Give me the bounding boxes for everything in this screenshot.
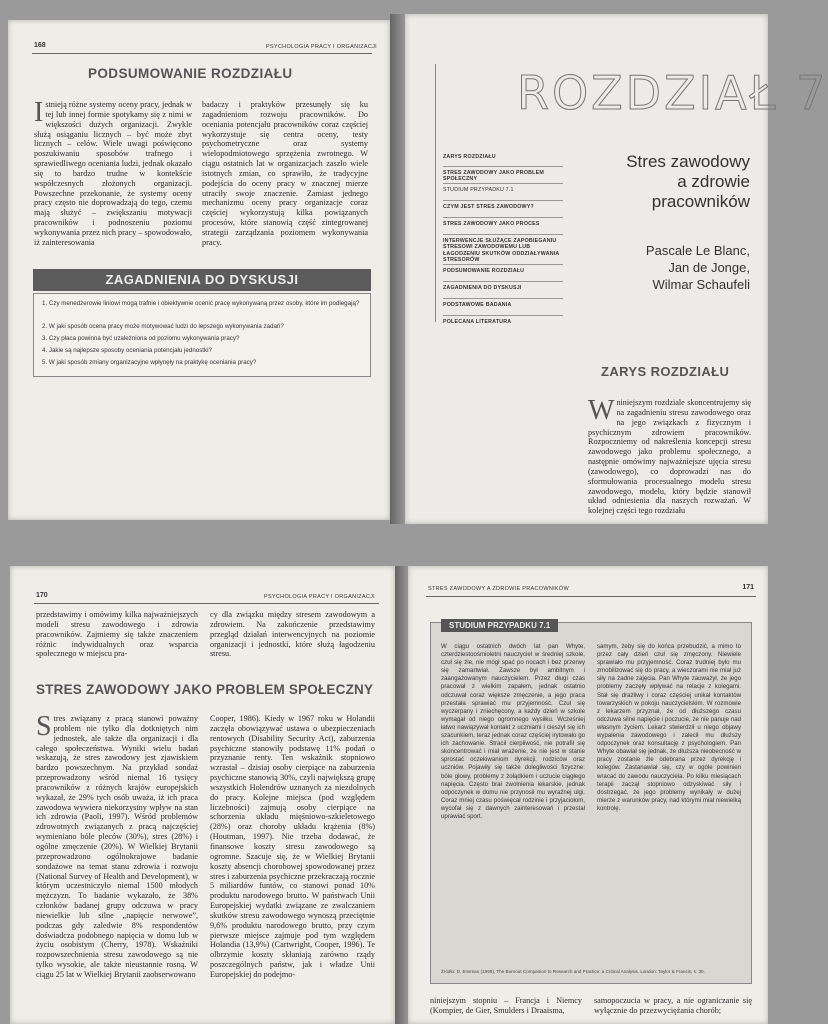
chapter-label: ROZDZIAŁ 7: [517, 66, 828, 120]
drop-cap: S: [36, 711, 52, 742]
question-item: 4. Jakie są najlepsze sposoby oceniania potencjału jednostki?: [42, 347, 212, 354]
case-study-box: [430, 622, 752, 984]
summary-text-1: stnieją różne systemy oceny pracy, jednak w tej lub innej formie spotykamy się z nimi w większości dużych organizacji. Zwykle służą osiąganiu licznych – być może zbyt licznych – celów. Wiele uwagi poświęcono poszukiwaniu sposobów trafnego i sprawiedliwego oceniania ludzi, jednak okazało się to bardzo trudne w kontekście współczesnych złożonych organizacji. Powszechne przekonanie, że systemy oceny pracy często nie doprowadzają do tego, czemu mają służyć – zwiększaniu motywacji pracowników i podnoszeniu poziomu wykonywania przez nich pracy – spowodowało, iż zainteresowania: [34, 100, 192, 247]
header-rule: [426, 596, 756, 597]
body-text-1: tres związany z pracą stanowi poważny problem nie tylko dla dotkniętych nim jednostek, ale także dla organizacji i dla całego społeczeństwa. Wyniki wielu badań wskazują, że stres zawodowy jest zjawiskiem bardzo powszechnym. Na przykład sondaż przeprowadzony wśród niemal 16 tysięcy pracowników z różnych krajów europejskich wykazał, że 29% tych osób uważa, iż ich praca zawodowa wywiera niekorzystny wpływ na stan ich zdrowia (Paoli, 1997). Wśród problemów zdrowotnych związanych z pracą najczęściej wymieniano bóle pleców (30%), stres (28%) i ogólne zmęczenie (20%). W Wielkiej Brytanii przeprowadzono ogólnokrajowe badanie sondażowe na temat stanu zdrowia i rozwoju (National Survey of Health and Development), w którym uczestniczyło niemal 1500 młodych mężczyzn. To badanie wykazało, że 38% członków badanej grupy odczuwa w pracy niewielkie lub silne „napięcie nerwowe”, podczas gdy zaledwie 8% respondentów doświadcza podobnego napięcia w domu lub w życiu osobistym (Cherry, 1978). Wskaźniki rozpowszechnienia stresu zawodowego są nie tylko wysokie, ale także nieustannie rosną. W ciągu 25 lat w Wielkiej Brytanii zaobserwowano: [36, 714, 198, 979]
questions-box: [33, 293, 371, 377]
toc-divider: [443, 298, 563, 299]
chapter-title: [580, 152, 750, 212]
case-col-2: samym, żeby się do końca przebudzić, a mimo to przez cały dzień czuł się zmęczony. Niewiele sprawiało mu przyjemność. Coraz trudniej było mu zmobilizować się do pracy, a wieczorami nie miał już siły na żadne zajęcia. Pan Whyte zauważył, że jego problemy zaczęły wpływać na relacje z kolegami. Stał się drażliwy i coraz częściej unikał kontaktów towarzyskich w pokoju nauczycielskim. W rozmowie z lekarzem przyznał, że od dłuższego czasu odczuwa silne napięcie i poczucie, że nie panuje nad własnym życiem. Lekarz stwierdził u niego objawy wypalenia zawodowego i zalecił mu dłuższy odpoczynek oraz konsultację z psychologiem. Pan Whyte obawiał się jednak, że dłuższa nieobecność w pracy zostanie źle odebrana przez dyrekcję i kolegów. Zastanawiał się, czy w ogóle powinien wracać do zawodu nauczyciela. Po kilku miesiącach terapii zaczął stopniowo odzyskiwać siły i dostrzegać, że jego problemy wynikały w dużej mierze z warunków pracy, nad którymi miał niewielką kontrolę.: [597, 643, 741, 812]
question-item: 5. W jaki sposób zmiany organizacyjne wpłynęły na praktykę oceniania pracy?: [42, 359, 257, 366]
toc-divider: [443, 200, 563, 201]
running-head: PSYCHOLOGIA PRACY I ORGANIZACJI: [266, 44, 377, 50]
summary-heading: PODSUMOWANIE ROZDZIAŁU: [88, 66, 293, 81]
drop-cap: W: [588, 395, 615, 426]
header-rule: [32, 53, 372, 54]
intro-col-2: cy dla związku między stresem zawodowym a zdrowiem. Na zakończenie przedstawimy przegląd działań interwencyjnych na poziomie organizacji i jednostki, które służą łagodzeniu stresu.: [210, 610, 375, 659]
case-source: Źródło: D. Ensman (1999), The Burnout Companion to Research and Practice: a Critical Analysis. London: Taylor & Francis, s. 30.: [441, 969, 705, 974]
title-line: Stres zawodowy: [626, 152, 750, 171]
toc-item: ZAGADNIENIA DO DYSKUSJI: [443, 285, 522, 291]
toc-item: PODSTAWOWE BADANIA: [443, 302, 512, 308]
bottom-col-2: samopoczucia w pracy, a nie ograniczanie się wyłącznie do przezwyciężania chorób;: [594, 996, 752, 1015]
page-171: [408, 566, 768, 1024]
header-rule: [34, 603, 379, 604]
toc-divider: [443, 217, 563, 218]
toc-divider: [443, 281, 563, 282]
gutter-shadow: [395, 566, 409, 1024]
toc-item: PODSUMOWANIE ROZDZIAŁU: [443, 268, 525, 274]
author-line: Jan de Jonge,: [668, 260, 750, 275]
question-item: 3. Czy płaca powinna być uzależniona od poziomu wykonywania pracy?: [42, 335, 240, 342]
page-170: [10, 566, 395, 1024]
toc-divider: [443, 234, 563, 235]
case-study-label: STUDIUM PRZYPADKU 7.1: [441, 619, 558, 632]
toc-item: STUDIUM PRZYPADKU 7.1: [443, 187, 514, 193]
running-head: STRES ZAWODOWY A ZDROWIE PRACOWNIKÓW: [428, 586, 569, 592]
drop-cap: I: [34, 97, 44, 128]
page-number: 171: [742, 584, 754, 591]
body-col-2: Cooper, 1986). Kiedy w 1967 roku w Holandii zaczęła obowiązywać ustawa o ubezpieczeniach rentowych (Disability Security Act), zaburzenia psychiczne stanowiły podstawę 11% podań o przyznanie renty. Ten wskaźnik stopniowo wzrastał – dzisiaj osoby cierpiące na zaburzenia psychiczne stanowią 30%, czyli największą grupę wszystkich Holendrów uznanych za niezdolnych do pracy. Kolejne miejsca (pod względem liczebności) zajmują osoby cierpiące na schorzenia układu mięśniowo-szkieletowego (28%) oraz choroby układu krążenia (8%) (Houtman, 1997). Nie trzeba dodawać, że finansowe koszty stresu zawodowego są ogromne. Szacuje się, że w Wielkiej Brytanii koszty absencji chorobowej spowodowanej przez stres i zaburzenia psychiczne przekraczają rocznie 5 miliardów funtów, co stanowi ponad 10% produktu narodowego brutto. W państwach Unii Europejskiej wydatki związane ze zwalczaniem skutków stresu zawodowego wynoszą przeciętnie 9,6% produktu narodowego brutto, przy czym pierwsze miejsce zajmuje pod tym względem Holandia (13,9%) (Cartwright, Cooper, 1996). Te olbrzymie koszty skłaniają zarówno rządy poszczególnych państw, jak i władze Unii Europejskiej do podejmo-: [210, 714, 375, 979]
gutter-shadow: [390, 14, 406, 524]
intro-col-1: przedstawimy i omówimy kilka najważniejszych modeli stresu zawodowego i zdrowia pracowników. Zajmiemy się także znaczeniem różnic indywidualnych oraz wsparcia społecznego w miejscu pra-: [36, 610, 198, 659]
page-number: 168: [34, 42, 46, 49]
body-col-1: [36, 711, 198, 1024]
summary-col-2: badaczy i praktyków przesunęły się ku zagadnieniom rozwoju pracowników. Do oceniania potencjału pracowników coraz częściej wykorzystuje się centra oceny, testy psychometryczne oraz systemy wielopodmiotowego sprzężenia zwrotnego. W ciągu ostatnich lat w organizacjach zaszło wiele istotnych zmian, co sprawiło, że tradycyjne podejścia do oceny pracy w znacznej mierze utraciły swoje znaczenie. Zamiast jednego mechanizmu oceny pracy organizacje coraz częściej wykorzystują kilka powiązanych procesów, które stanowią część zintegrowanej strategii zarządzania poziomem wykonywania pracy.: [202, 100, 368, 247]
vertical-rule: [435, 64, 438, 322]
toc-item: INTERWENCJE SŁUŻĄCE ZAPOBIEGANIU STRESOWI ZAWODOWEMU LUB ŁAGODZENIU SKUTKÓW ODDZIAŁYWANIA STRESORÓW: [443, 238, 560, 263]
title-line: a zdrowie: [677, 172, 750, 191]
outline-heading: ZARYS ROZDZIAŁU: [601, 364, 730, 379]
page-169: [405, 14, 828, 524]
toc-item: STRES ZAWODOWY JAKO PROCES: [443, 221, 540, 227]
toc-divider: [443, 315, 563, 316]
outline-body: niniejszym rozdziale skoncentrujemy się na zagadnieniu stresu zawodowego oraz na jego związkach z fizycznym i psychicznym zdrowiem pracowników. Rozpoczniemy od nakreślenia koncepcji stresu zawodowego jako problemu społecznego, a następnie omówimy najważniejsze ujęcia stresu (zawodowego), co doprowadzi nas do sformułowania procesualnego modelu stresu zawodowego, modelu, który będzie stanowił układ odniesienia dla naszych rozważań. W kolejnej części tego rozdziału: [588, 398, 751, 516]
chapter-authors: [580, 242, 750, 293]
section-heading: STRES ZAWODOWY JAKO PROBLEM SPOŁECZNY: [36, 682, 374, 697]
question-item: 2. W jaki sposób ocena pracy może motywować ludzi do lepszego wykonywania zadań?: [42, 323, 284, 330]
case-col-1: W ciągu ostatnich dwóch lat pan Whyte, czterdziestoośmioletni nauczyciel w średniej szkole, czuł się źle, nie mógł spać po nocach i bez przerwy się zamartwiał. Zawsze był ambitnym i zaangażowanym nauczycielem. Przez długi czas pracował z wielkim zapałem, jednak ostatnio odczuwał coraz większe zmęczenie, a jego praca przestała sprawiać mu przyjemność. Czuł się wyczerpany i zniechęcony, a każdy dzień w szkole wymagał od niego ogromnego wysiłku. Wcześniej łatwo nawiązywał kontakt z uczniami i cieszył się ich szacunkiem, teraz jednak coraz częściej irytowało go ich zachowanie. Stracił cierpliwość, nie potrafił się skoncentrować i miał wrażenie, że nie jest w stanie sprostać oczekiwaniom dyrekcji, rodziców oraz uczniów. Pojawiły się także dolegliwości fizyczne: bóle głowy, problemy z żołądkiem i uczucie ciągłego napięcia. Często brał zwolnienia lekarskie, jednak odpoczynek w domu nie przynosił mu wyraźnej ulgi. Coraz mniej czasu poświęcał rodzinie i przyjaciołom, wycofał się z dawnych zainteresowań i przestał uprawiać sport.: [441, 643, 585, 820]
author-line: Pascale Le Blanc,: [645, 243, 750, 258]
discussion-heading: ZAGADNIENIA DO DYSKUSJI: [33, 269, 371, 291]
author-line: Wilmar Schaufeli: [652, 277, 750, 292]
bottom-col-1: niniejszym stopniu – Francja i Niemcy (Kompier, de Gier, Smulders i Draaisma,: [430, 996, 582, 1015]
running-head: PSYCHOLOGIA PRACY I ORGANIZACJI: [264, 594, 375, 600]
toc-item: POLECANA LITERATURA: [443, 319, 512, 325]
toc-divider: [443, 166, 563, 167]
page-number: 170: [36, 592, 48, 599]
toc-divider: [443, 183, 563, 184]
toc-item: CZYM JEST STRES ZAWODOWY?: [443, 204, 534, 210]
toc-item: ZARYS ROZDZIAŁU: [443, 154, 496, 160]
title-line: pracowników: [651, 192, 750, 211]
page-168: [8, 20, 390, 520]
question-item: 1. Czy menedżerowie liniowi mogą trafnie i obiektywnie ocenić pracę wykonywaną przez osoby, które im podlegają?: [42, 300, 360, 307]
toc-item: STRES ZAWODOWY JAKO PROBLEM SPOŁECZNY: [443, 170, 544, 183]
summary-col-1: [34, 97, 192, 280]
toc-divider: [443, 264, 563, 265]
outline-text: [588, 395, 751, 522]
